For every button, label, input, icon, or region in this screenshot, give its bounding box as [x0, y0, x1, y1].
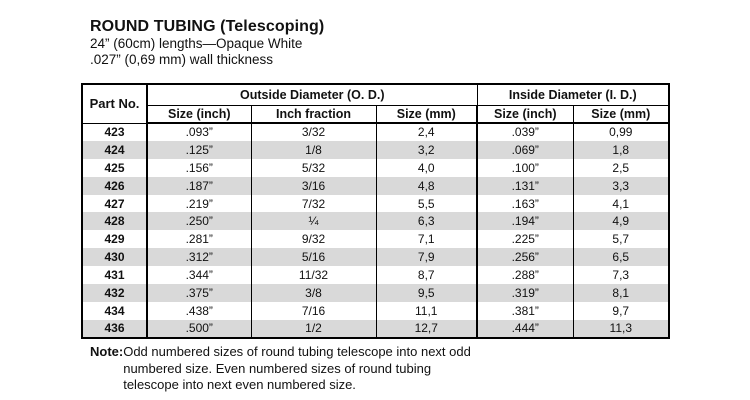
- id-size-inch-cell: .131”: [477, 177, 573, 195]
- od-size-mm-cell: 9,5: [376, 284, 477, 302]
- id-size-inch-cell: .319”: [477, 284, 573, 302]
- table-row: [82, 123, 669, 141]
- id-size-mm-cell: 4,9: [573, 212, 669, 230]
- part-no-cell: 428: [82, 212, 147, 230]
- id-size-mm-cell: 7,3: [573, 266, 669, 284]
- od-size-mm-cell: 11,1: [376, 302, 477, 320]
- id-size-mm-cell: 9,7: [573, 302, 669, 320]
- id-size-inch-cell: .100”: [477, 159, 573, 177]
- od-inch-fraction-cell: 3/16: [251, 177, 376, 195]
- od-size-inch-cell: .281”: [147, 230, 251, 248]
- table-row: [82, 248, 669, 266]
- od-size-inch-cell: .438”: [147, 302, 251, 320]
- page-title: ROUND TUBING (Telescoping): [90, 18, 325, 35]
- id-size-mm-cell: 8,1: [573, 284, 669, 302]
- id-size-inch-cell: .288”: [477, 266, 573, 284]
- part-no-cell: 431: [82, 266, 147, 284]
- table-row: [82, 212, 669, 230]
- id-size-mm-cell: 6,5: [573, 248, 669, 266]
- table-row: [82, 266, 669, 284]
- od-size-inch-cell: .125”: [147, 141, 251, 159]
- table-body: [82, 123, 669, 338]
- od-inch-fraction-cell: 11/32: [251, 266, 376, 284]
- table-row: [82, 177, 669, 195]
- sub-header-row: [82, 105, 669, 123]
- od-size-inch-cell: .156”: [147, 159, 251, 177]
- note-label: Note:: [90, 344, 124, 359]
- od-inch-fraction-cell: 1/8: [251, 141, 376, 159]
- id-size-inch-cell: .163”: [477, 195, 573, 213]
- inside-diameter-group-header: Inside Diameter (I. D.): [477, 84, 669, 105]
- id-size-mm-cell: 3,3: [573, 177, 669, 195]
- od-inch-fraction-cell: ¼: [251, 212, 376, 230]
- od-size-inch-cell: .187”: [147, 177, 251, 195]
- id-size-inch-header: Size (inch): [477, 105, 573, 123]
- od-size-mm-cell: 8,7: [376, 266, 477, 284]
- id-size-mm-cell: 1,8: [573, 141, 669, 159]
- od-size-inch-cell: .219”: [147, 195, 251, 213]
- od-size-mm-cell: 12,7: [376, 320, 477, 338]
- id-size-inch-cell: .194”: [477, 212, 573, 230]
- id-size-inch-cell: .069”: [477, 141, 573, 159]
- table-row: [82, 159, 669, 177]
- od-size-mm-cell: 6,3: [376, 212, 477, 230]
- part-no-cell: 426: [82, 177, 147, 195]
- outside-diameter-group-header: Outside Diameter (O. D.): [147, 84, 477, 105]
- part-no-cell: 434: [82, 302, 147, 320]
- od-inch-fraction-cell: 3/32: [251, 123, 376, 141]
- table-row: [82, 320, 669, 338]
- od-size-mm-cell: 5,5: [376, 195, 477, 213]
- part-no-cell: 423: [82, 123, 147, 141]
- part-no-cell: 436: [82, 320, 147, 338]
- note-text: Odd numbered sizes of round tubing telescope into next odd numbered size. Even numbered sizes of round tubing telescope into next even numbered size.: [123, 344, 471, 392]
- table-row: [82, 230, 669, 248]
- od-size-inch-cell: .093”: [147, 123, 251, 141]
- table-header: [82, 84, 669, 123]
- od-inch-fraction-cell: 7/16: [251, 302, 376, 320]
- od-inch-fraction-header: Inch fraction: [251, 105, 376, 123]
- od-size-mm-cell: 3,2: [376, 141, 477, 159]
- subtitle-length: 24” (60cm) lengths—Opaque White: [90, 36, 303, 51]
- part-no-cell: 432: [82, 284, 147, 302]
- part-no-cell: 429: [82, 230, 147, 248]
- id-size-mm-header: Size (mm): [573, 105, 669, 123]
- id-size-inch-cell: .256”: [477, 248, 573, 266]
- od-inch-fraction-cell: 7/32: [251, 195, 376, 213]
- id-size-inch-cell: .381”: [477, 302, 573, 320]
- od-size-inch-cell: .344”: [147, 266, 251, 284]
- od-inch-fraction-cell: 1/2: [251, 320, 376, 338]
- group-header-row: [82, 84, 669, 105]
- part-no-cell: 427: [82, 195, 147, 213]
- id-size-mm-cell: 4,1: [573, 195, 669, 213]
- od-size-mm-header: Size (mm): [376, 105, 477, 123]
- od-inch-fraction-cell: 5/16: [251, 248, 376, 266]
- id-size-inch-cell: .444”: [477, 320, 573, 338]
- part-no-cell: 424: [82, 141, 147, 159]
- od-size-inch-cell: .375”: [147, 284, 251, 302]
- od-inch-fraction-cell: 5/32: [251, 159, 376, 177]
- od-size-mm-cell: 2,4: [376, 123, 477, 141]
- od-size-mm-cell: 4,8: [376, 177, 477, 195]
- part-no-header: Part No.: [82, 84, 147, 123]
- subtitle-wall-thickness: .027” (0,69 mm) wall thickness: [90, 52, 274, 67]
- id-size-mm-cell: 11,3: [573, 320, 669, 338]
- od-size-mm-cell: 7,9: [376, 248, 477, 266]
- id-size-inch-cell: .225”: [477, 230, 573, 248]
- od-size-inch-header: Size (inch): [147, 105, 251, 123]
- od-inch-fraction-cell: 9/32: [251, 230, 376, 248]
- id-size-mm-cell: 0,99: [573, 123, 669, 141]
- table-row: [82, 195, 669, 213]
- od-size-mm-cell: 4,0: [376, 159, 477, 177]
- id-size-inch-cell: .039”: [477, 123, 573, 141]
- id-size-mm-cell: 2,5: [573, 159, 669, 177]
- od-size-inch-cell: .250”: [147, 212, 251, 230]
- note: [90, 344, 485, 394]
- part-no-cell: 425: [82, 159, 147, 177]
- header-block: [90, 17, 324, 68]
- od-size-inch-cell: .312”: [147, 248, 251, 266]
- od-size-inch-cell: .500”: [147, 320, 251, 338]
- id-size-mm-cell: 5,7: [573, 230, 669, 248]
- od-inch-fraction-cell: 3/8: [251, 284, 376, 302]
- part-no-cell: 430: [82, 248, 147, 266]
- table-row: [82, 284, 669, 302]
- tubing-spec-table: [81, 83, 670, 339]
- table-row: [82, 141, 669, 159]
- od-size-mm-cell: 7,1: [376, 230, 477, 248]
- table-row: [82, 302, 669, 320]
